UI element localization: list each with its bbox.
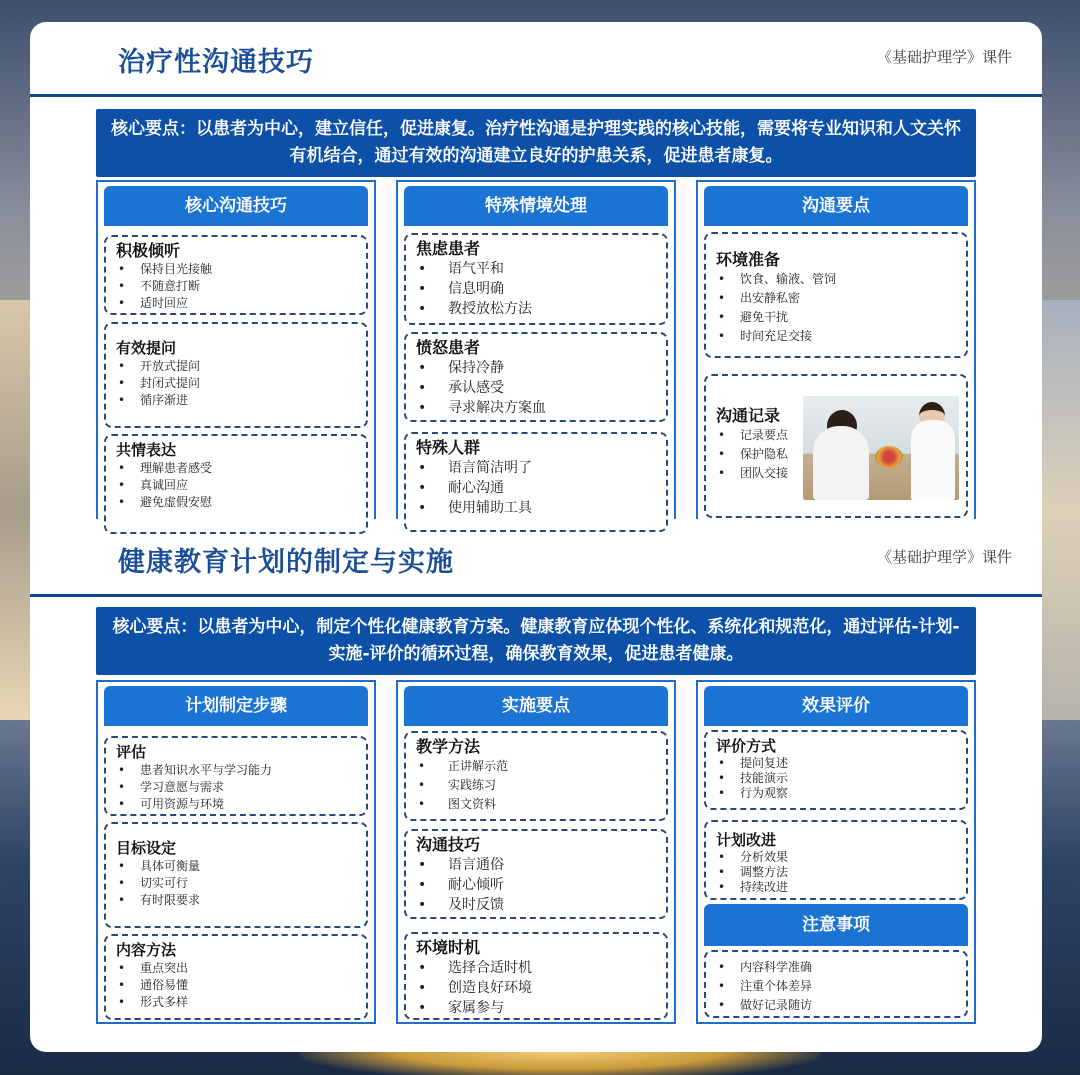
list-item: • 分析效果 <box>716 850 956 865</box>
course-label: 《基础护理学》课件 <box>876 548 1012 566</box>
list-item: • 理解患者感受 <box>116 460 356 477</box>
list-item: • 可用资源与环境 <box>116 796 356 813</box>
list-item: • 团队交接 <box>716 464 956 483</box>
card-title: 环境时机 <box>416 938 481 957</box>
card-title: 评价方式 <box>716 737 777 755</box>
card-title: 愤怒患者 <box>416 338 481 357</box>
card-evaluation-methods <box>704 730 968 810</box>
slide-card <box>30 22 1042 1052</box>
list-item: • 图文资料 <box>416 795 656 814</box>
list-item: • 持续改进 <box>716 880 956 895</box>
nurse-patient-photo <box>803 396 959 500</box>
section-health-education <box>30 522 1042 1052</box>
list-item: • 适时回应 <box>116 295 356 312</box>
list-item: • 耐心倾听 <box>416 875 656 895</box>
card-empathy <box>104 434 368 534</box>
list-item: • 使用辅助工具 <box>416 498 656 518</box>
list-item: • 教授放松方法 <box>416 299 656 319</box>
key-point-banner: 核心要点：以患者为中心，制定个性化健康教育方案。健康教育应体现个性化、系统化和规范化，通过评估-计划-实施-评价的循环过程，确保教育效果，促进患者健康。 <box>96 607 976 675</box>
list-item: • 患者知识水平与学习能力 <box>116 762 356 779</box>
column-implementation-points <box>396 680 676 1024</box>
list-item: • 封闭式提问 <box>116 375 356 392</box>
list-item: • 避免虚假安慰 <box>116 494 356 511</box>
card-title: 焦虑患者 <box>416 239 481 258</box>
list-item: • 出安静私密 <box>716 289 956 308</box>
list-item: • 开放式提问 <box>116 358 356 375</box>
list-item: • 具体可衡量 <box>116 858 356 875</box>
card-communication-skills <box>404 829 668 919</box>
card-anxious-patient <box>404 233 668 325</box>
list-item: • 正讲解示范 <box>416 757 656 776</box>
list-item: • 语言通俗 <box>416 855 656 875</box>
card-title: 沟通记录 <box>716 406 781 425</box>
list-item: • 时间充足交接 <box>716 327 956 346</box>
list-item: • 重点突出 <box>116 960 356 977</box>
section-title: 健康教育计划的制定与实施 <box>118 547 454 578</box>
list-item: • 做好记录随访 <box>716 996 956 1015</box>
section-title: 治疗性沟通技巧 <box>118 47 314 78</box>
card-angry-patient <box>404 332 668 422</box>
key-point-banner: 核心要点：以患者为中心，建立信任，促进康复。治疗性沟通是护理实践的核心技能，需要将专业知识和人文关怀有机结合，通过有效的沟通建立良好的护患关系，促进患者康复。 <box>96 109 976 177</box>
card-notice <box>704 950 968 1018</box>
card-teaching-methods <box>404 731 668 821</box>
list-item: • 有时限要求 <box>116 892 356 909</box>
card-communication-record <box>704 374 968 518</box>
card-title: 环境准备 <box>716 250 781 269</box>
list-item: • 实践练习 <box>416 776 656 795</box>
list-item: • 内容科学准确 <box>716 958 956 977</box>
list-item: • 及时反馈 <box>416 895 656 915</box>
list-item: • 不随意打断 <box>116 278 356 295</box>
notice-header: 注意事项 <box>704 904 968 946</box>
card-title: 计划改进 <box>716 831 777 849</box>
card-title: 目标设定 <box>116 839 177 857</box>
column-header: 计划制定步骤 <box>104 686 368 726</box>
card-effective-questioning <box>104 322 368 428</box>
list-item: • 选择合适时机 <box>416 958 656 978</box>
list-item: • 家属参与 <box>416 998 656 1018</box>
column-header: 特殊情境处理 <box>404 186 668 226</box>
list-item: • 语气平和 <box>416 259 656 279</box>
list-item: • 提问复述 <box>716 756 956 771</box>
list-item: • 学习意愿与需求 <box>116 779 356 796</box>
list-item: • 创造良好环境 <box>416 978 656 998</box>
list-item: • 切实可行 <box>116 875 356 892</box>
list-item: • 调整方法 <box>716 865 956 880</box>
column-effect-evaluation <box>696 680 976 1024</box>
card-title: 教学方法 <box>416 737 481 756</box>
list-item: • 形式多样 <box>116 994 356 1011</box>
list-item: • 饮食、输液、管饲 <box>716 270 956 289</box>
card-active-listening <box>104 235 368 315</box>
card-title: 沟通技巧 <box>416 835 481 854</box>
column-core-skills <box>96 180 376 519</box>
list-item: • 耐心沟通 <box>416 478 656 498</box>
title-divider <box>30 94 1042 97</box>
card-special-groups <box>404 432 668 532</box>
column-special-situations <box>396 180 676 519</box>
list-item: • 信息明确 <box>416 279 656 299</box>
column-header: 效果评价 <box>704 686 968 726</box>
card-title: 特殊人群 <box>416 438 481 457</box>
card-assessment <box>104 736 368 816</box>
list-item: • 记录要点 <box>716 426 956 445</box>
card-content-methods <box>104 934 368 1020</box>
section-therapeutic-communication <box>30 22 1042 519</box>
list-item: • 循序渐进 <box>116 392 356 409</box>
card-plan-improvement <box>704 820 968 900</box>
column-communication-points <box>696 180 976 519</box>
list-item: • 技能演示 <box>716 771 956 786</box>
card-title: 有效提问 <box>116 339 177 357</box>
list-item: • 避免干扰 <box>716 308 956 327</box>
column-header: 核心沟通技巧 <box>104 186 368 226</box>
card-title: 内容方法 <box>116 941 177 959</box>
list-item: • 承认感受 <box>416 378 656 398</box>
list-item: • 真诚回应 <box>116 477 356 494</box>
list-item: • 保持冷静 <box>416 358 656 378</box>
column-planning-steps <box>96 680 376 1024</box>
card-title: 积极倾听 <box>116 241 181 260</box>
list-item: • 保持目光接触 <box>116 261 356 278</box>
column-header: 实施要点 <box>404 686 668 726</box>
column-header: 沟通要点 <box>704 186 968 226</box>
list-item: • 行为观察 <box>716 786 956 801</box>
title-divider <box>30 594 1042 597</box>
background-clouds-right <box>1040 300 1080 720</box>
list-item: • 寻求解决方案血 <box>416 398 656 418</box>
card-title: 评估 <box>116 743 147 761</box>
card-title: 共情表达 <box>116 441 177 459</box>
list-item: • 保护隐私 <box>716 445 956 464</box>
card-environment-preparation <box>704 232 968 358</box>
course-label: 《基础护理学》课件 <box>876 48 1012 66</box>
list-item: • 注重个体差异 <box>716 977 956 996</box>
card-goal-setting <box>104 822 368 928</box>
list-item: • 通俗易懂 <box>116 977 356 994</box>
card-environment-timing <box>404 932 668 1020</box>
list-item: • 语言简洁明了 <box>416 458 656 478</box>
